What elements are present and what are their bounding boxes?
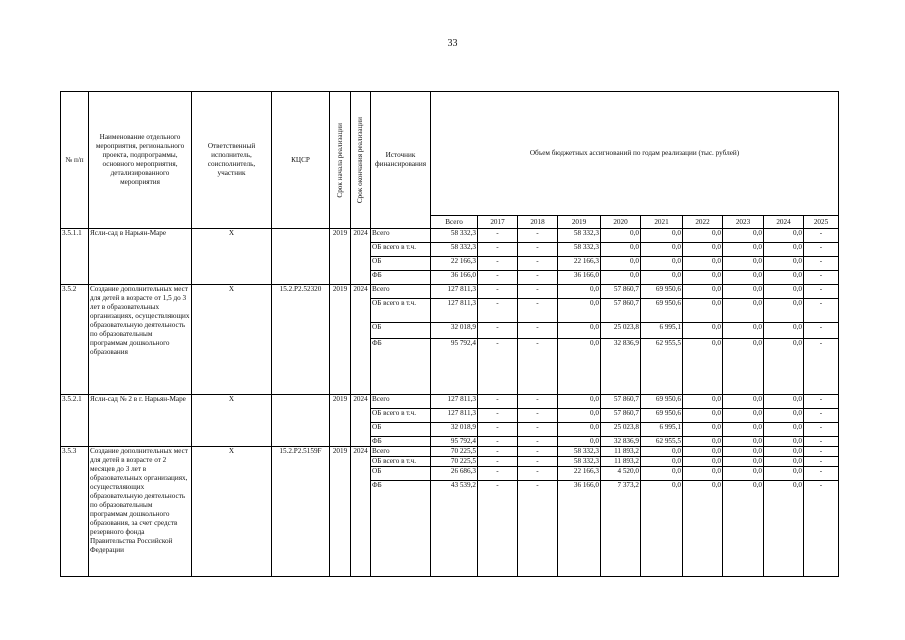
amount-cell: 0,0 bbox=[683, 285, 723, 299]
amount-cell: - bbox=[478, 467, 518, 481]
item-end-year: 2024 bbox=[351, 395, 371, 447]
amount-cell: - bbox=[518, 447, 558, 457]
amount-cell: - bbox=[518, 339, 558, 395]
funding-source: ФБ bbox=[371, 339, 431, 395]
header-source: Источник финансирования bbox=[371, 92, 431, 229]
funding-source: ОБ всего в т.ч. bbox=[371, 409, 431, 423]
amount-cell: 57 860,7 bbox=[601, 395, 641, 409]
page-number: 33 bbox=[447, 38, 458, 49]
budget-table bbox=[60, 91, 839, 577]
amount-cell: 0,0 bbox=[723, 285, 764, 299]
funding-source: ОБ bbox=[371, 257, 431, 271]
amount-cell: 0,0 bbox=[601, 229, 641, 243]
item-name: Ясли-сад № 2 в г. Нарьян-Маре bbox=[89, 395, 192, 447]
amount-cell: - bbox=[478, 423, 518, 437]
amount-cell: 69 950,6 bbox=[641, 395, 683, 409]
year-header: 2023 bbox=[723, 216, 764, 229]
item-kcsr bbox=[272, 229, 330, 285]
amount-cell: - bbox=[518, 437, 558, 447]
amount-cell: 0,0 bbox=[601, 257, 641, 271]
year-header: 2022 bbox=[683, 216, 723, 229]
amount-cell: - bbox=[804, 257, 839, 271]
amount-cell: 43 539,2 bbox=[431, 481, 478, 577]
item-start-year: 2019 bbox=[330, 229, 351, 285]
amount-cell: 0,0 bbox=[764, 243, 804, 257]
amount-cell: 0,0 bbox=[558, 299, 601, 323]
amount-cell: 0,0 bbox=[641, 229, 683, 243]
amount-cell: 0,0 bbox=[764, 481, 804, 577]
amount-cell: 70 225,5 bbox=[431, 447, 478, 457]
header-kcsr: КЦСР bbox=[272, 92, 330, 229]
amount-cell: 25 023,8 bbox=[601, 323, 641, 339]
amount-cell: 57 860,7 bbox=[601, 285, 641, 299]
table-row bbox=[61, 395, 839, 409]
amount-cell: - bbox=[478, 243, 518, 257]
amount-cell: - bbox=[518, 257, 558, 271]
header-responsible: Ответственный исполнитель, соисполнитель, участник bbox=[192, 92, 272, 229]
year-header: Всего bbox=[431, 216, 478, 229]
amount-cell: 127 811,3 bbox=[431, 285, 478, 299]
amount-cell: 11 893,2 bbox=[601, 447, 641, 457]
amount-cell: - bbox=[804, 299, 839, 323]
amount-cell: 58 332,3 bbox=[558, 447, 601, 457]
year-header: 2019 bbox=[558, 216, 601, 229]
amount-cell: - bbox=[804, 457, 839, 467]
funding-source: ОБ всего в т.ч. bbox=[371, 299, 431, 323]
amount-cell: 0,0 bbox=[683, 243, 723, 257]
amount-cell: 0,0 bbox=[723, 447, 764, 457]
item-responsible: Х bbox=[192, 285, 272, 395]
amount-cell: 0,0 bbox=[683, 299, 723, 323]
amount-cell: 0,0 bbox=[558, 423, 601, 437]
amount-cell: 69 950,6 bbox=[641, 285, 683, 299]
amount-cell: - bbox=[478, 481, 518, 577]
amount-cell: 0,0 bbox=[723, 299, 764, 323]
item-responsible: Х bbox=[192, 395, 272, 447]
item-number: 3.5.1.1 bbox=[61, 229, 89, 285]
amount-cell: 62 955,5 bbox=[641, 437, 683, 447]
amount-cell: 0,0 bbox=[723, 257, 764, 271]
amount-cell: - bbox=[478, 229, 518, 243]
header-end bbox=[351, 92, 371, 229]
amount-cell: - bbox=[804, 423, 839, 437]
amount-cell: 0,0 bbox=[558, 409, 601, 423]
amount-cell: - bbox=[478, 257, 518, 271]
funding-source: Всего bbox=[371, 229, 431, 243]
amount-cell: 0,0 bbox=[764, 339, 804, 395]
amount-cell: 0,0 bbox=[723, 481, 764, 577]
amount-cell: 0,0 bbox=[723, 229, 764, 243]
amount-cell: 0,0 bbox=[641, 467, 683, 481]
table-row bbox=[61, 229, 839, 243]
item-number: 3.5.2.1 bbox=[61, 395, 89, 447]
year-header: 2021 bbox=[641, 216, 683, 229]
amount-cell: - bbox=[478, 457, 518, 467]
amount-cell: - bbox=[804, 437, 839, 447]
amount-cell: 36 166,0 bbox=[558, 271, 601, 285]
item-end-year: 2024 bbox=[351, 285, 371, 395]
amount-cell: - bbox=[518, 467, 558, 481]
amount-cell: 95 792,4 bbox=[431, 339, 478, 395]
amount-cell: 7 373,2 bbox=[601, 481, 641, 577]
amount-cell: 127 811,3 bbox=[431, 395, 478, 409]
amount-cell: - bbox=[804, 323, 839, 339]
year-header: 2017 bbox=[478, 216, 518, 229]
amount-cell: - bbox=[804, 339, 839, 395]
item-kcsr: 15.2.Р2.52320 bbox=[272, 285, 330, 395]
amount-cell: - bbox=[518, 229, 558, 243]
amount-cell: 0,0 bbox=[683, 257, 723, 271]
item-name: Ясли-сад в Нарьян-Маре bbox=[89, 229, 192, 285]
header-name: Наименование отдельного мероприятия, регионального проекта, подпрограммы, основного мероприятия, детализированного мероприятия bbox=[89, 92, 192, 229]
amount-cell: 70 225,5 bbox=[431, 457, 478, 467]
amount-cell: 0,0 bbox=[764, 257, 804, 271]
amount-cell: - bbox=[518, 395, 558, 409]
header-volume: Объем бюджетных ассигнований по годам реализации (тыс. рублей) bbox=[431, 92, 839, 216]
amount-cell: 58 332,3 bbox=[558, 457, 601, 467]
header-start-label: Срок начала реализации bbox=[335, 122, 344, 198]
funding-source: ОБ всего в т.ч. bbox=[371, 243, 431, 257]
amount-cell: 22 166,3 bbox=[558, 467, 601, 481]
amount-cell: - bbox=[518, 271, 558, 285]
amount-cell: 11 893,2 bbox=[601, 457, 641, 467]
amount-cell: - bbox=[518, 323, 558, 339]
amount-cell: 0,0 bbox=[764, 271, 804, 285]
amount-cell: 0,0 bbox=[723, 271, 764, 285]
amount-cell: 0,0 bbox=[723, 437, 764, 447]
amount-cell: - bbox=[804, 285, 839, 299]
item-kcsr bbox=[272, 395, 330, 447]
amount-cell: 0,0 bbox=[641, 271, 683, 285]
item-start-year: 2019 bbox=[330, 395, 351, 447]
funding-source: ФБ bbox=[371, 481, 431, 577]
amount-cell: 0,0 bbox=[558, 339, 601, 395]
amount-cell: - bbox=[478, 285, 518, 299]
amount-cell: - bbox=[518, 481, 558, 577]
amount-cell: 62 955,5 bbox=[641, 339, 683, 395]
amount-cell: 0,0 bbox=[723, 467, 764, 481]
amount-cell: - bbox=[804, 271, 839, 285]
funding-source: Всего bbox=[371, 285, 431, 299]
amount-cell: 6 995,1 bbox=[641, 423, 683, 437]
amount-cell: 0,0 bbox=[764, 285, 804, 299]
table-row bbox=[61, 285, 839, 299]
amount-cell: 0,0 bbox=[641, 457, 683, 467]
amount-cell: 6 995,1 bbox=[641, 323, 683, 339]
amount-cell: 57 860,7 bbox=[601, 409, 641, 423]
item-start-year: 2019 bbox=[330, 447, 351, 577]
amount-cell: - bbox=[804, 467, 839, 481]
amount-cell: 22 166,3 bbox=[431, 257, 478, 271]
year-header: 2024 bbox=[764, 216, 804, 229]
funding-source: Всего bbox=[371, 395, 431, 409]
amount-cell: 0,0 bbox=[641, 243, 683, 257]
amount-cell: - bbox=[804, 243, 839, 257]
amount-cell: 36 166,0 bbox=[431, 271, 478, 285]
year-header: 2025 bbox=[804, 216, 839, 229]
amount-cell: - bbox=[478, 339, 518, 395]
amount-cell: 4 520,0 bbox=[601, 467, 641, 481]
amount-cell: 0,0 bbox=[683, 323, 723, 339]
header-num: № п/п bbox=[61, 92, 89, 229]
amount-cell: 0,0 bbox=[723, 395, 764, 409]
amount-cell: - bbox=[518, 285, 558, 299]
amount-cell: 0,0 bbox=[764, 437, 804, 447]
header-end-label: Срок окончания реализации bbox=[356, 116, 364, 204]
amount-cell: 0,0 bbox=[764, 409, 804, 423]
amount-cell: 0,0 bbox=[601, 271, 641, 285]
amount-cell: 58 332,3 bbox=[558, 243, 601, 257]
amount-cell: 32 018,9 bbox=[431, 323, 478, 339]
funding-source: ОБ bbox=[371, 323, 431, 339]
funding-source: ФБ bbox=[371, 437, 431, 447]
header-start bbox=[330, 92, 351, 229]
amount-cell: - bbox=[478, 447, 518, 457]
amount-cell: - bbox=[804, 481, 839, 577]
amount-cell: 0,0 bbox=[683, 447, 723, 457]
amount-cell: 0,0 bbox=[683, 457, 723, 467]
amount-cell: 0,0 bbox=[764, 323, 804, 339]
amount-cell: 0,0 bbox=[764, 229, 804, 243]
amount-cell: 0,0 bbox=[683, 467, 723, 481]
amount-cell: 0,0 bbox=[641, 257, 683, 271]
amount-cell: 0,0 bbox=[723, 457, 764, 467]
amount-cell: - bbox=[804, 395, 839, 409]
amount-cell: 0,0 bbox=[683, 423, 723, 437]
amount-cell: - bbox=[478, 437, 518, 447]
amount-cell: 32 836,9 bbox=[601, 437, 641, 447]
amount-cell: - bbox=[804, 447, 839, 457]
amount-cell: 0,0 bbox=[683, 271, 723, 285]
funding-source: ФБ bbox=[371, 271, 431, 285]
amount-cell: 36 166,0 bbox=[558, 481, 601, 577]
amount-cell: 0,0 bbox=[764, 423, 804, 437]
amount-cell: 58 332,3 bbox=[431, 229, 478, 243]
amount-cell: 32 018,9 bbox=[431, 423, 478, 437]
amount-cell: 0,0 bbox=[558, 437, 601, 447]
amount-cell: - bbox=[518, 409, 558, 423]
amount-cell: 58 332,3 bbox=[558, 229, 601, 243]
amount-cell: 0,0 bbox=[764, 299, 804, 323]
amount-cell: 69 950,6 bbox=[641, 409, 683, 423]
amount-cell: 0,0 bbox=[723, 423, 764, 437]
table-body bbox=[61, 229, 839, 577]
amount-cell: 127 811,3 bbox=[431, 409, 478, 423]
amount-cell: 0,0 bbox=[641, 481, 683, 577]
amount-cell: 0,0 bbox=[764, 395, 804, 409]
amount-cell: 57 860,7 bbox=[601, 299, 641, 323]
amount-cell: 0,0 bbox=[723, 409, 764, 423]
item-end-year: 2024 bbox=[351, 447, 371, 577]
amount-cell: 0,0 bbox=[764, 447, 804, 457]
amount-cell: - bbox=[478, 299, 518, 323]
funding-source: Всего bbox=[371, 447, 431, 457]
amount-cell: 0,0 bbox=[764, 457, 804, 467]
year-header: 2020 bbox=[601, 216, 641, 229]
amount-cell: 22 166,3 bbox=[558, 257, 601, 271]
item-kcsr: 15.2.Р2.5159F bbox=[272, 447, 330, 577]
table-row bbox=[61, 447, 839, 457]
funding-source: ОБ bbox=[371, 467, 431, 481]
item-name: Создание дополнительных мест для детей в возрасте от 2 месяцев до 3 лет в образовательных организациях, осуществляющих образовательную деятельность по образовательным программам дошкольного образования, за счет средств резервного фонда Правительства Российской Федерации bbox=[89, 447, 192, 577]
amount-cell: 0,0 bbox=[723, 243, 764, 257]
funding-source: ОБ всего в т.ч. bbox=[371, 457, 431, 467]
amount-cell: - bbox=[518, 457, 558, 467]
amount-cell: 0,0 bbox=[601, 243, 641, 257]
amount-cell: - bbox=[804, 409, 839, 423]
item-start-year: 2019 bbox=[330, 285, 351, 395]
year-header: 2018 bbox=[518, 216, 558, 229]
amount-cell: - bbox=[478, 271, 518, 285]
amount-cell: 69 950,6 bbox=[641, 299, 683, 323]
amount-cell: 0,0 bbox=[683, 481, 723, 577]
amount-cell: 0,0 bbox=[641, 447, 683, 457]
amount-cell: 0,0 bbox=[764, 467, 804, 481]
item-responsible: Х bbox=[192, 229, 272, 285]
amount-cell: 127 811,3 bbox=[431, 299, 478, 323]
amount-cell: - bbox=[804, 229, 839, 243]
amount-cell: - bbox=[478, 409, 518, 423]
amount-cell: 0,0 bbox=[723, 339, 764, 395]
amount-cell: 0,0 bbox=[683, 339, 723, 395]
amount-cell: 0,0 bbox=[683, 395, 723, 409]
amount-cell: 0,0 bbox=[683, 409, 723, 423]
amount-cell: - bbox=[478, 395, 518, 409]
amount-cell: 0,0 bbox=[558, 323, 601, 339]
amount-cell: 0,0 bbox=[683, 229, 723, 243]
amount-cell: - bbox=[518, 243, 558, 257]
amount-cell: 0,0 bbox=[683, 437, 723, 447]
amount-cell: 58 332,3 bbox=[431, 243, 478, 257]
item-name: Создание дополнительных мест для детей в возрасте от 1,5 до 3 лет в образовательных организациях, осуществляющих образовательную деятельность по образовательным программам дошкольного образования bbox=[89, 285, 192, 395]
amount-cell: - bbox=[478, 323, 518, 339]
amount-cell: 25 023,8 bbox=[601, 423, 641, 437]
amount-cell: - bbox=[518, 299, 558, 323]
amount-cell: 95 792,4 bbox=[431, 437, 478, 447]
amount-cell: 0,0 bbox=[558, 395, 601, 409]
amount-cell: 32 836,9 bbox=[601, 339, 641, 395]
item-number: 3.5.2 bbox=[61, 285, 89, 395]
amount-cell: 0,0 bbox=[723, 323, 764, 339]
amount-cell: - bbox=[518, 423, 558, 437]
amount-cell: 26 686,3 bbox=[431, 467, 478, 481]
item-number: 3.5.3 bbox=[61, 447, 89, 577]
amount-cell: 0,0 bbox=[558, 285, 601, 299]
funding-source: ОБ bbox=[371, 423, 431, 437]
item-responsible: Х bbox=[192, 447, 272, 577]
item-end-year: 2024 bbox=[351, 229, 371, 285]
